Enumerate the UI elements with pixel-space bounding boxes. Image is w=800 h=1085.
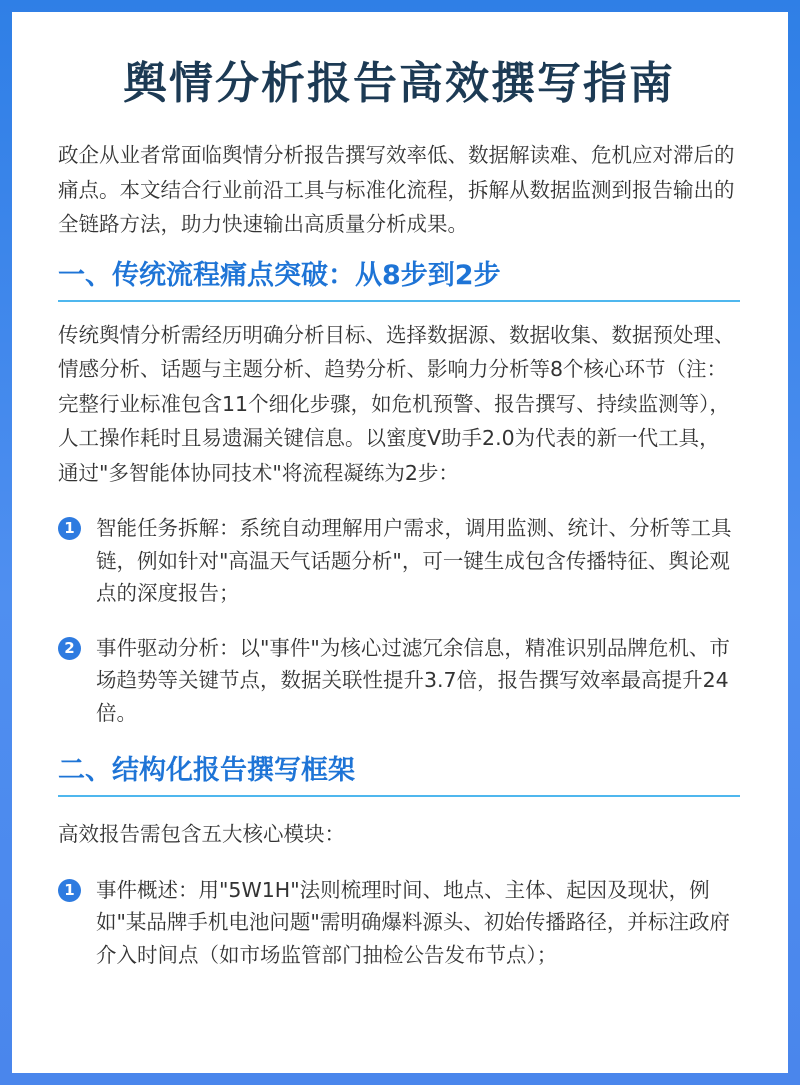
list-item — [58, 512, 740, 610]
number-badge-icon: 2 — [58, 637, 81, 660]
article-card — [12, 12, 788, 1073]
section-heading-2: 二、结构化报告撰写框架 — [58, 751, 740, 797]
page-title: 舆情分析报告高效撰写指南 — [123, 58, 675, 109]
list-item — [58, 874, 740, 972]
section2-paragraph: 高效报告需包含五大核心模块： — [58, 822, 345, 846]
section-heading-1: 一、传统流程痛点突破：从8步到2步 — [58, 256, 740, 302]
list-item-text: 事件概述：用"5W1H"法则梳理时间、地点、主体、起因及现状，例如"某品牌手机电池问题"需明确爆料源头、初始传播路径，并标注政府介入时间点（如市场监管部门抽检公告发布节点）； — [96, 877, 730, 967]
list-item-text: 事件驱动分析：以"事件"为核心过滤冗余信息，精准识别品牌危机、市场趋势等关键节点，数据关联性提升3.7倍，报告撰写效率最高提升24倍。 — [96, 635, 730, 725]
intro-paragraph: 政企从业者常面临舆情分析报告撰写效率低、数据解读难、危机应对滞后的痛点。本文结合行业前沿工具与标准化流程，拆解从数据监测到报告输出的全链路方法，助力快速输出高质量分析成果。 — [58, 143, 735, 236]
number-badge-icon: 1 — [58, 879, 81, 902]
section1-paragraph: 传统舆情分析需经历明确分析目标、选择数据源、数据收集、数据预处理、情感分析、话题与主题分析、趋势分析、影响力分析等8个核心环节（注：完整行业标准包含11个细化步骤，如危机预警、报告撰写、持续监测等），人工操作耗时且易遗漏关键信息。以蜜度V助手2.0为代表的新一代工具，通过"多智能体协同技术"将流程凝练为2步： — [58, 322, 735, 485]
list-item-text: 智能任务拆解：系统自动理解用户需求，调用监测、统计、分析等工具链，例如针对"高温天气话题分析"，可一键生成包含传播特征、舆论观点的深度报告； — [96, 516, 732, 605]
number-badge-icon: 1 — [58, 517, 81, 540]
list-item — [58, 632, 740, 730]
